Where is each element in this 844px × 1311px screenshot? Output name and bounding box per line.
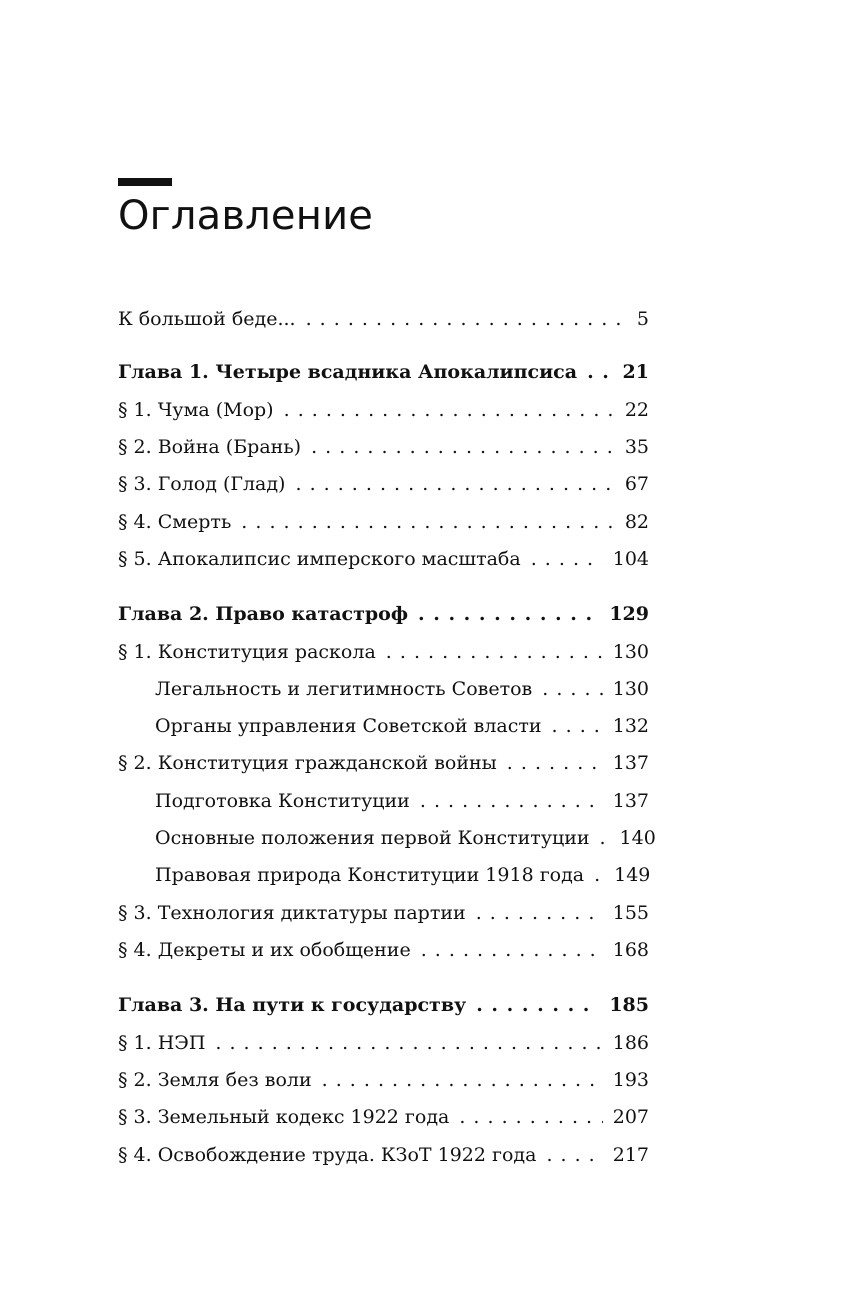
toc-chapter-2[interactable] xyxy=(118,599,649,629)
toc-subsection-2-1-1[interactable] xyxy=(155,674,649,704)
toc-subsection-2-2-1[interactable] xyxy=(155,786,649,816)
toc-subsection-2-2-3[interactable] xyxy=(155,860,649,890)
toc-entry-label: Правовая природа Конституции 1918 года xyxy=(155,864,585,886)
toc-page-number: 130 xyxy=(612,678,649,700)
toc-section-1-1[interactable] xyxy=(118,395,649,425)
toc-page-number: 132 xyxy=(612,715,649,737)
toc-chapter-3[interactable] xyxy=(118,990,649,1020)
toc-entry-label: Легальность и легитимность Советов xyxy=(155,678,533,700)
toc-entry-label: § 1. НЭП xyxy=(118,1032,206,1054)
toc-page-number: 35 xyxy=(624,436,649,458)
toc-page-number: 137 xyxy=(612,752,649,774)
toc-page-number: 67 xyxy=(624,473,649,495)
dot-leader xyxy=(476,990,599,1020)
dot-leader xyxy=(600,823,610,853)
toc-page-number: 155 xyxy=(612,902,649,924)
dot-leader xyxy=(546,1140,602,1170)
dot-leader xyxy=(531,544,603,574)
toc-section-3-2[interactable] xyxy=(118,1065,649,1095)
toc-section-3-4[interactable] xyxy=(118,1140,649,1170)
toc-page-number: 140 xyxy=(619,827,656,849)
toc-page-number: 21 xyxy=(622,361,649,383)
toc-page-number: 137 xyxy=(612,790,649,812)
toc-page-number: 217 xyxy=(612,1144,649,1166)
toc-entry-label: § 2. Земля без воли xyxy=(118,1069,312,1091)
dot-leader xyxy=(594,860,604,890)
toc-entry-label: Подготовка Конституции xyxy=(155,790,410,812)
toc-entry-label: Глава 3. На пути к государству xyxy=(118,994,467,1016)
toc-page-number: 82 xyxy=(624,511,649,533)
dot-leader xyxy=(322,1065,603,1095)
dot-leader xyxy=(507,748,603,778)
toc-page-number: 104 xyxy=(612,548,649,570)
toc-page-number: 129 xyxy=(609,603,649,625)
toc-entry-label: Глава 1. Четыре всадника Апокалипсиса xyxy=(118,361,578,383)
toc-entry-label: § 4. Декреты и их обобщение xyxy=(118,939,411,961)
toc-section-2-2[interactable] xyxy=(118,748,649,778)
toc-entry-label: К большой беде... xyxy=(118,308,296,330)
toc-entry-label: § 2. Конституция гражданской войны xyxy=(118,752,497,774)
dot-leader xyxy=(284,395,615,425)
toc-subsection-2-1-2[interactable] xyxy=(155,711,649,741)
toc-entry-label: § 5. Апокалипсис имперского масштаба xyxy=(118,548,521,570)
toc-section-1-3[interactable] xyxy=(118,469,649,499)
toc-page-number: 185 xyxy=(609,994,649,1016)
toc-entry-label: Основные положения первой Конституции xyxy=(155,827,590,849)
toc-page-number: 207 xyxy=(612,1106,649,1128)
toc-entry-label: § 4. Смерть xyxy=(118,511,232,533)
toc-section-1-4[interactable] xyxy=(118,507,649,537)
dot-leader xyxy=(241,507,615,537)
toc-page-number: 130 xyxy=(612,641,649,663)
dot-leader xyxy=(542,674,603,704)
toc-page-number: 22 xyxy=(624,399,649,421)
toc-entry-label: § 1. Конституция раскола xyxy=(118,641,376,663)
toc-section-2-4[interactable] xyxy=(118,935,649,965)
toc-page-number: 186 xyxy=(612,1032,649,1054)
toc-entry-label: Органы управления Советской власти xyxy=(155,715,542,737)
dot-leader xyxy=(295,469,614,499)
dot-leader xyxy=(311,432,615,462)
toc-section-1-2[interactable] xyxy=(118,432,649,462)
toc-page-number: 5 xyxy=(636,308,649,330)
toc-section-3-1[interactable] xyxy=(118,1028,649,1058)
dot-leader xyxy=(420,786,603,816)
dot-leader xyxy=(552,711,603,741)
dot-leader xyxy=(386,637,603,667)
dot-leader xyxy=(587,357,612,387)
page-title: Оглавление xyxy=(118,193,374,239)
toc-section-3-3[interactable] xyxy=(118,1102,649,1132)
toc-page-number: 193 xyxy=(612,1069,649,1091)
dot-leader xyxy=(306,304,627,334)
dot-leader xyxy=(418,599,599,629)
dot-leader xyxy=(459,1102,602,1132)
toc-entry-label: § 3. Технология диктатуры партии xyxy=(118,902,466,924)
toc-subsection-2-2-2[interactable] xyxy=(155,823,656,853)
dot-leader xyxy=(476,898,603,928)
toc-section-2-1[interactable] xyxy=(118,637,649,667)
toc-entry-intro[interactable] xyxy=(118,304,649,334)
toc-entry-label: § 3. Голод (Глад) xyxy=(118,473,286,495)
toc-entry-label: Глава 2. Право катастроф xyxy=(118,603,408,625)
toc-section-1-5[interactable] xyxy=(118,544,649,574)
toc-page-number: 149 xyxy=(614,864,651,886)
toc-entry-label: § 4. Освобождение труда. КЗоТ 1922 года xyxy=(118,1144,537,1166)
toc-chapter-1[interactable] xyxy=(118,357,649,387)
toc-page-number: 168 xyxy=(612,939,649,961)
dot-leader xyxy=(215,1028,602,1058)
dot-leader xyxy=(421,935,603,965)
toc-entry-label: § 2. Война (Брань) xyxy=(118,436,302,458)
toc-section-2-3[interactable] xyxy=(118,898,649,928)
toc-entry-label: § 1. Чума (Мор) xyxy=(118,399,274,421)
toc-entry-label: § 3. Земельный кодекс 1922 года xyxy=(118,1106,450,1128)
